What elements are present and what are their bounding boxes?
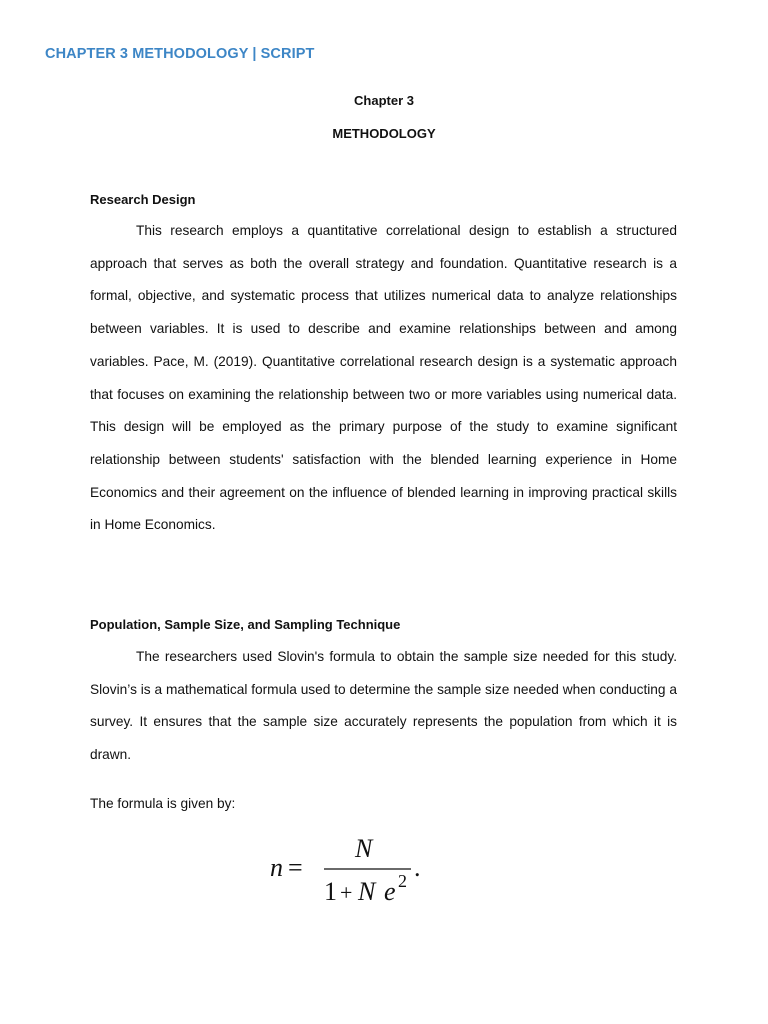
running-header: CHAPTER 3 METHODOLOGY | SCRIPT (45, 46, 315, 62)
formula-denominator-one: 1 (324, 877, 337, 906)
formula-numerator: N (355, 834, 373, 863)
formula-denominator-e: e (384, 877, 396, 906)
research-design-paragraph: This research employs a quantitative correlational design to establish a structured approach that serves as both the overall strategy and foundation. Quantitative research is a formal, objective, and systematic process that utilizes numerical data to analyze relationships between variables. It is used to describe and examine relationships between and among variables. Pace, M. (2019). Quantitative correlational research design is a systematic approach that focuses on examining the relationship between two or more variables using numerical data. This design will be employed as the primary purpose of the study to examine significant relationship between students' satisfaction with the blended learning experience in Home Economics and their agreement on the influence of blended learning in improving practical skills in Home Economics. (90, 223, 677, 533)
section-heading-population: Population, Sample Size, and Sampling Technique (90, 617, 401, 632)
chapter-title: METHODOLOGY (332, 126, 436, 141)
formula-exponent: 2 (398, 871, 407, 891)
slovin-formula (268, 830, 448, 910)
formula-intro: The formula is given by: (90, 796, 236, 811)
formula-denominator-N: N (358, 877, 376, 906)
formula-denominator-plus: + (340, 880, 353, 905)
chapter-label: Chapter 3 (354, 93, 414, 108)
formula-lhs: n (270, 853, 283, 882)
section-heading-research-design: Research Design (90, 192, 196, 207)
formula-equals: = (288, 853, 303, 882)
population-paragraph: The researchers used Slovin's formula to obtain the sample size needed for this study. Slovin’s is a mathematical formula used to determine the sample size needed when conducting a survey. It ensures that the sample size accurately represents the population from which it is drawn. (90, 649, 677, 763)
formula-period: . (414, 853, 421, 882)
